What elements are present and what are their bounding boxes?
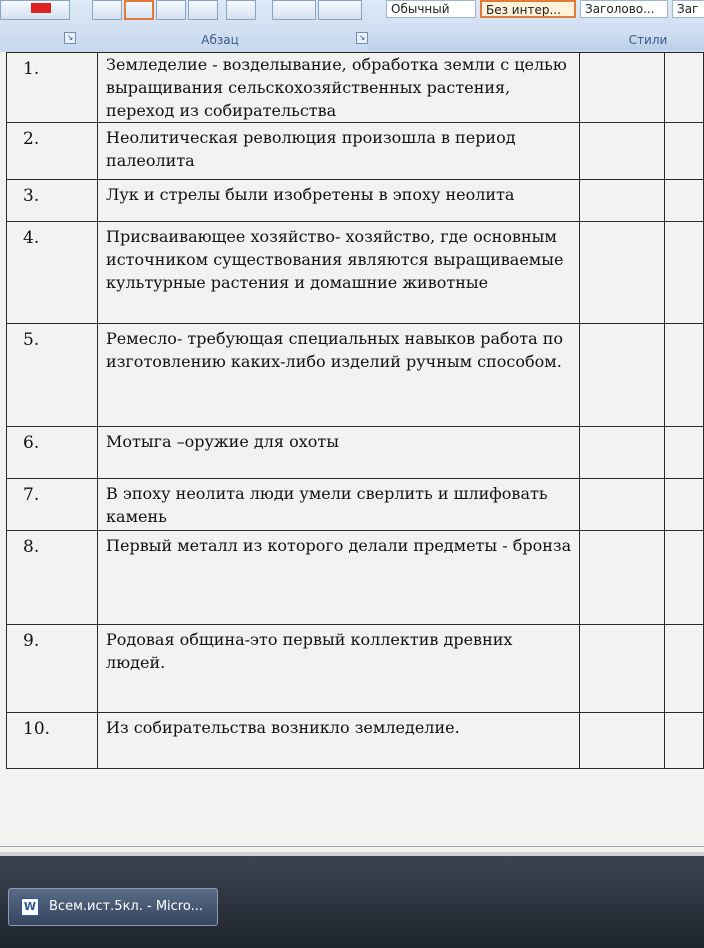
- answer-cell[interactable]: [580, 427, 664, 479]
- table-row: [7, 53, 704, 123]
- row-statement[interactable]: Первый металл из которого делали предметы - бронза: [98, 531, 580, 625]
- table-row: [7, 123, 704, 180]
- answer-cell[interactable]: [580, 180, 664, 222]
- bullets-button[interactable]: [0, 0, 70, 20]
- row-number: 2.: [7, 123, 98, 180]
- answer-cell[interactable]: [580, 479, 664, 531]
- styles-group-bar: [368, 30, 704, 50]
- table-row: [7, 427, 704, 479]
- row-statement[interactable]: Земледелие - возделывание, обработка земли с целью выращивания сельскохозяйственных растения, переход из собирательства: [98, 53, 580, 123]
- table-row: [7, 180, 704, 222]
- table-row: [7, 625, 704, 713]
- answer-cell[interactable]: [580, 123, 664, 180]
- extra-cell[interactable]: [664, 479, 703, 531]
- row-number: 7.: [7, 479, 98, 531]
- line-spacing-button[interactable]: [226, 0, 256, 20]
- extra-cell[interactable]: [664, 713, 703, 769]
- table-row: [7, 324, 704, 427]
- table-row: [7, 479, 704, 531]
- extra-cell[interactable]: [664, 531, 703, 625]
- style-heading-2[interactable]: Заг: [672, 0, 704, 18]
- style-heading-1[interactable]: Заголово...: [580, 0, 668, 18]
- answer-cell[interactable]: [580, 222, 664, 324]
- ribbon: [0, 0, 704, 53]
- row-number: 3.: [7, 180, 98, 222]
- answer-cell[interactable]: [580, 324, 664, 427]
- table-row: [7, 222, 704, 324]
- align-center-button[interactable]: [124, 0, 154, 20]
- extra-cell[interactable]: [664, 324, 703, 427]
- taskbar-word-window-button[interactable]: [8, 888, 218, 926]
- table-row: [7, 713, 704, 769]
- extra-cell[interactable]: [664, 123, 703, 180]
- style-no-spacing[interactable]: Без интер...: [480, 0, 576, 18]
- font-dialog-launcher-icon[interactable]: ↘: [64, 32, 76, 44]
- row-number: 1.: [7, 53, 98, 123]
- shading-button[interactable]: [272, 0, 316, 20]
- answer-cell[interactable]: [580, 531, 664, 625]
- extra-cell[interactable]: [664, 53, 703, 123]
- row-number: 6.: [7, 427, 98, 479]
- answer-cell[interactable]: [580, 53, 664, 123]
- answer-cell[interactable]: [580, 713, 664, 769]
- answer-cell[interactable]: [580, 625, 664, 713]
- justify-button[interactable]: [188, 0, 218, 20]
- row-statement[interactable]: Родовая община-это первый коллектив древних людей.: [98, 625, 580, 713]
- row-statement[interactable]: Мотыга –оружие для охоты: [98, 427, 580, 479]
- row-number: 9.: [7, 625, 98, 713]
- statements-table: [6, 52, 704, 769]
- row-number: 5.: [7, 324, 98, 427]
- group-label-styles: Стили: [628, 33, 668, 47]
- document-page[interactable]: [0, 52, 704, 852]
- row-statement[interactable]: Из собирательства возникло земледелие.: [98, 713, 580, 769]
- style-normal[interactable]: Обычный: [386, 0, 476, 18]
- row-number: 8.: [7, 531, 98, 625]
- table-row: [7, 531, 704, 625]
- extra-cell[interactable]: [664, 427, 703, 479]
- group-label-paragraph: Абзац: [201, 33, 239, 47]
- align-left-button[interactable]: [92, 0, 122, 20]
- row-number: 10.: [7, 713, 98, 769]
- word-document-icon: W: [21, 898, 39, 916]
- paragraph-dialog-launcher-icon[interactable]: ↘: [356, 32, 368, 44]
- row-number: 4.: [7, 222, 98, 324]
- extra-cell[interactable]: [664, 625, 703, 713]
- extra-cell[interactable]: [664, 222, 703, 324]
- align-right-button[interactable]: [156, 0, 186, 20]
- row-statement[interactable]: Лук и стрелы были изобретены в эпоху неолита: [98, 180, 580, 222]
- row-statement[interactable]: Ремесло- требующая специальных навыков работа по изготовлению каких-либо изделий ручным способом.: [98, 324, 580, 427]
- extra-cell[interactable]: [664, 180, 703, 222]
- row-statement[interactable]: В эпоху неолита люди умели сверлить и шлифовать камень: [98, 479, 580, 531]
- row-statement[interactable]: Неолитическая революция произошла в период палеолита: [98, 123, 580, 180]
- taskbar: [0, 856, 704, 948]
- taskbar-window-title: Всем.ист.5кл. - Micro...: [49, 899, 203, 914]
- red-flag-icon: [31, 3, 51, 13]
- borders-button[interactable]: [318, 0, 362, 20]
- row-statement[interactable]: Присваивающее хозяйство- хозяйство, где основным источником существования являются выращиваемые культурные растения и домашние животные: [98, 222, 580, 324]
